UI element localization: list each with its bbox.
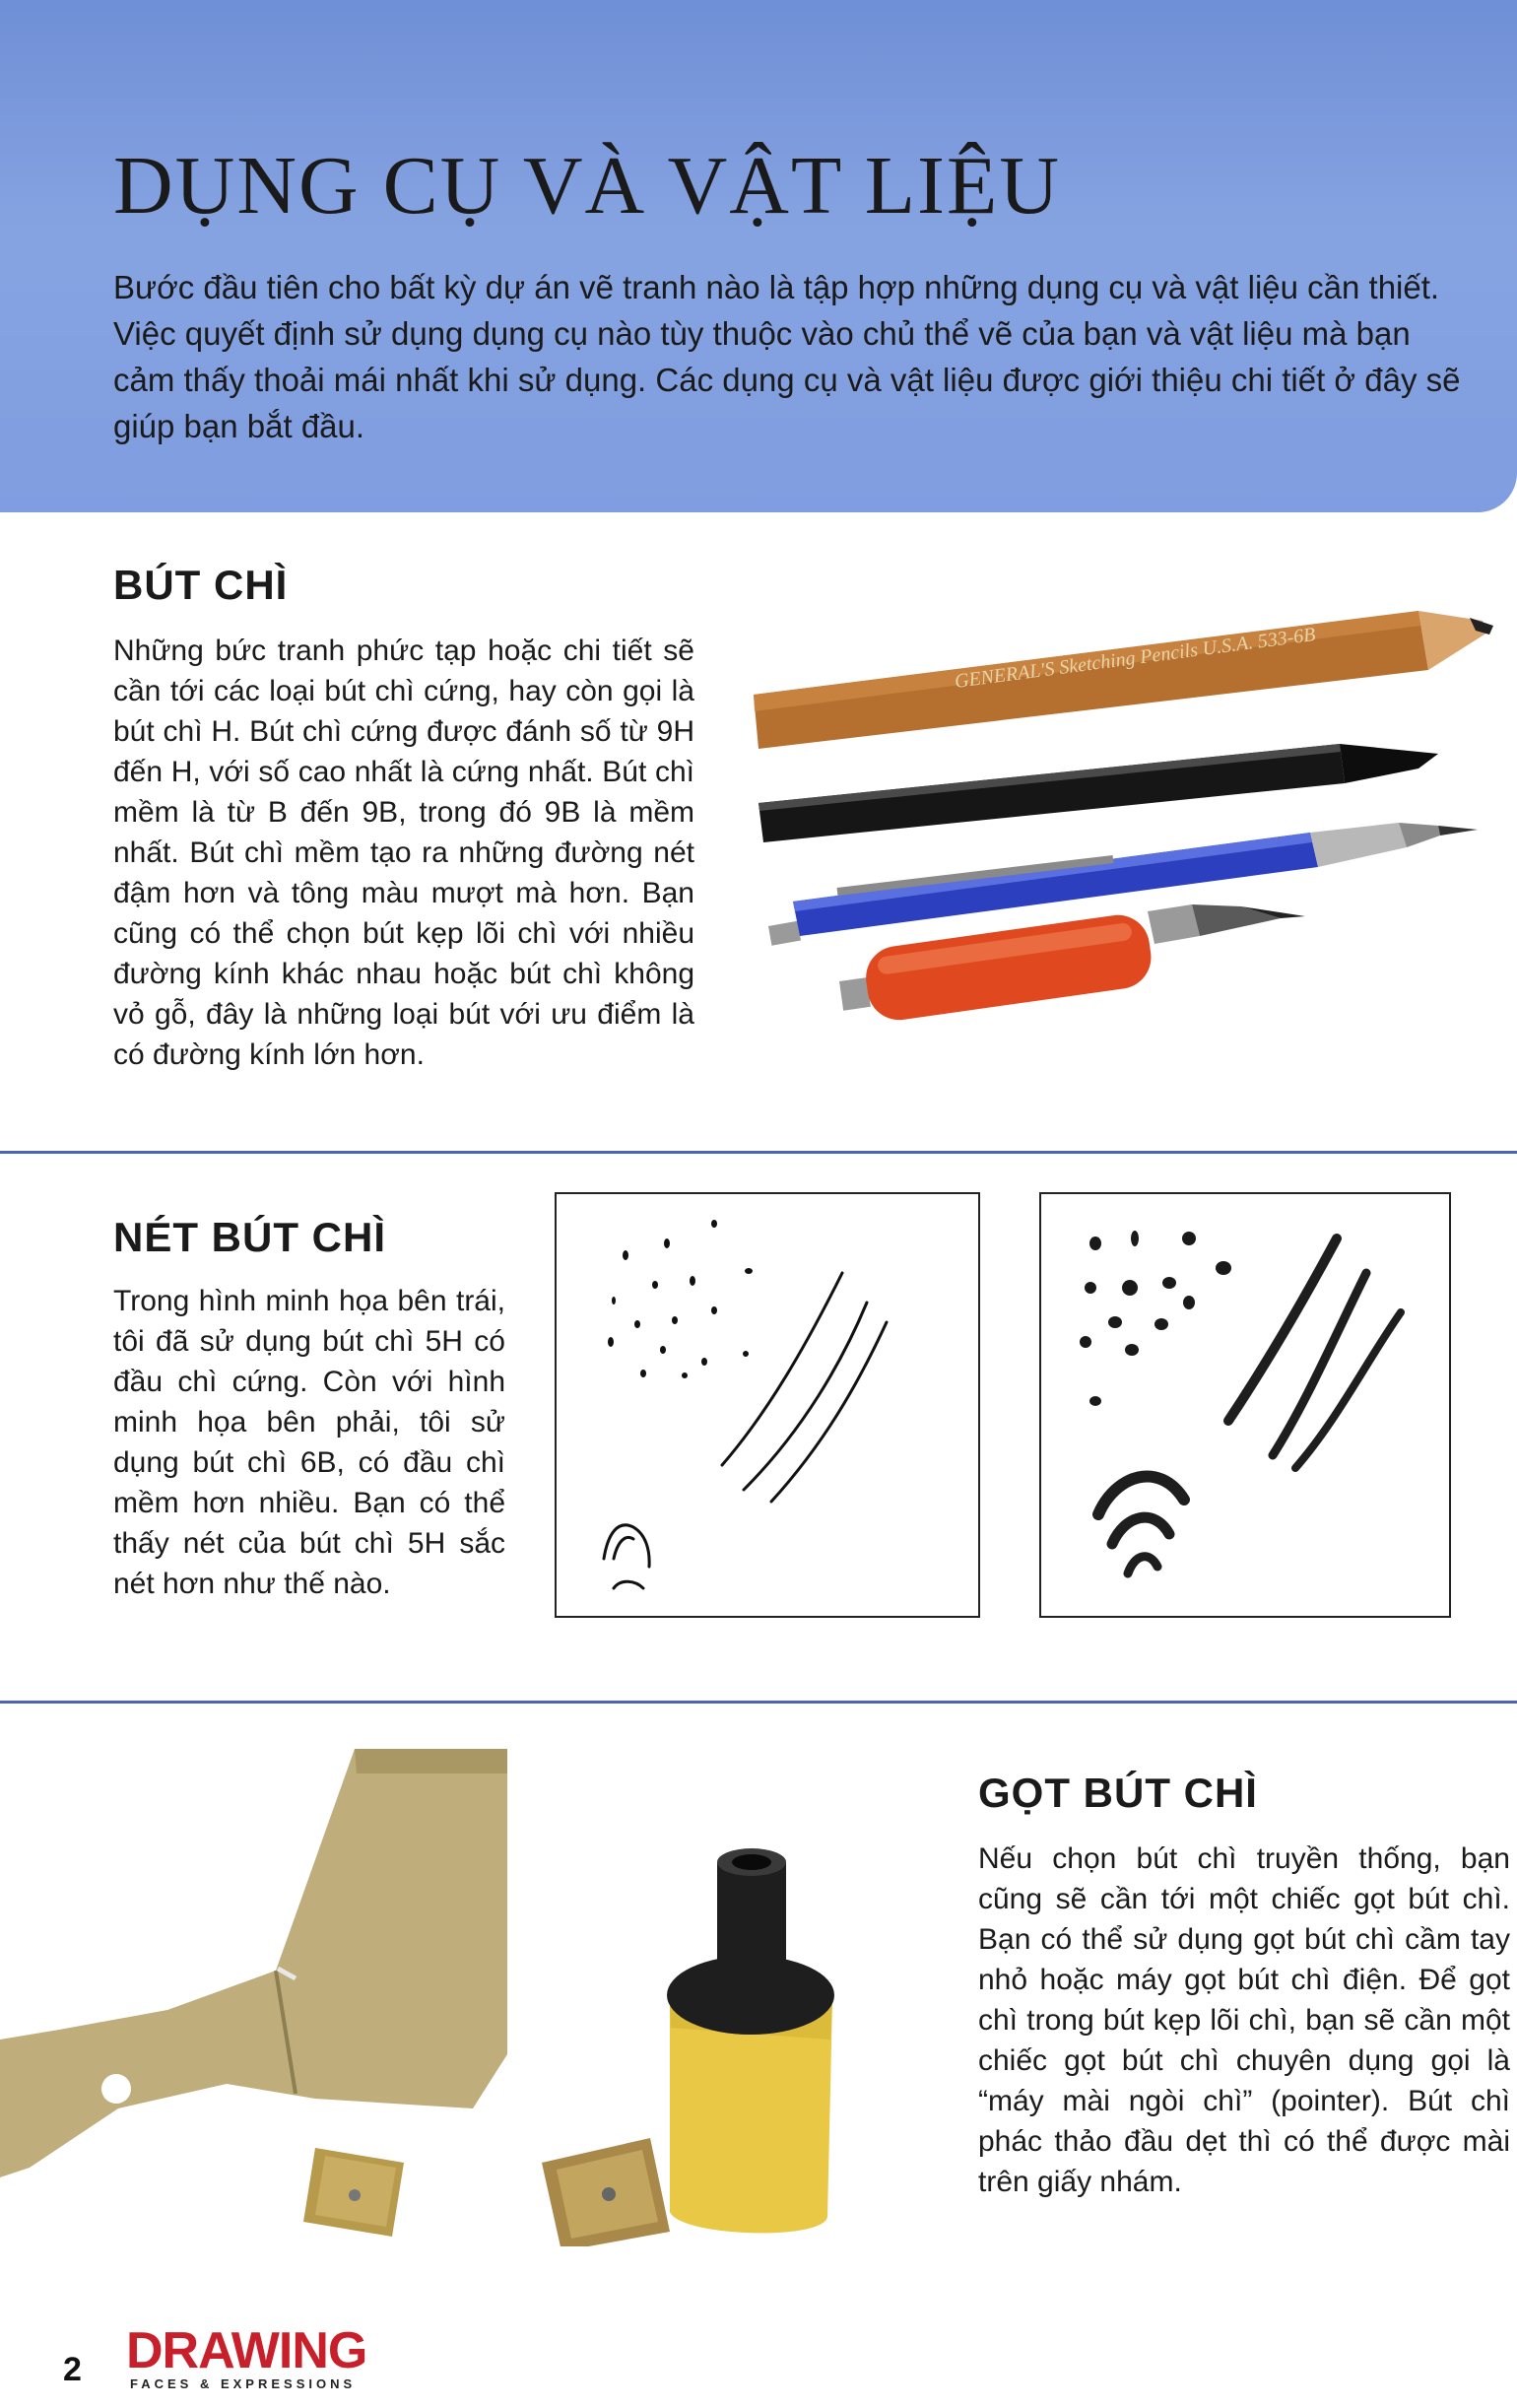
pencils-heading: BÚT CHÌ [113, 562, 289, 608]
stroke-sample-5h [555, 1192, 980, 1618]
wooden-pencil-image [754, 611, 1493, 749]
sharpening-tools-illustration [0, 1714, 906, 2246]
woodless-pencil-image [758, 744, 1438, 842]
pencil-imprint: GENERAL'S Sketching Pencils U.S.A. 533-6B [953, 623, 1317, 693]
pencils-text: Những bức tranh phức tạp hoặc chi tiết sẽ cần tới các loại bút chì cứng, hay còn gọi là bút chì H. Bút chì cứng được đánh số từ 9H đến H, với số cao nhất là cứng nhất. Bút chì mềm là từ B đến 9B, trong đó 9B là mềm nhất. Bút chì mềm tạo ra những đường nét đậm hơn và tông màu mượt mà hơn. Bạn cũng có thể chọn bút kẹp lõi chì với nhiều đường kính khác nhau hoặc bút chì không vỏ gỗ, đây là những loại bút với ưu điểm là có đường kính lớn hơn. [113, 635, 694, 1071]
logo-subtitle: FACES & EXPRESSIONS [130, 2376, 357, 2391]
page-number: 2 [63, 2351, 82, 2388]
logo-word: DRAWING [126, 2322, 367, 2379]
strokes-text: Trong hình minh họa bên trái, tôi đã sử dụng bút chì 5H có đầu chì cứng. Còn với hình minh họa bên phải, tôi sử dụng bút chì 6B, có đầu chì mềm hơn nhiều. Bạn có thể thấy nét của bút chì 5H sắc nét hơn như thế nào. [113, 1285, 505, 1600]
metal-sharpener-small-image [303, 2148, 404, 2237]
page-title: DỤNG CỤ VÀ VẬT LIỆU [113, 140, 1061, 232]
sharpening-text: Nếu chọn bút chì truyền thống, bạn cũng sẽ cần tới một chiếc gọt bút chì. Bạn có thể sử dụng gọt bút chì cầm tay nhỏ hoặc máy gọt bút chì điện. Để gọt chì trong bút kẹp lõi chì, bạn sẽ cần một chiếc gọt bút chì chuyên dụng gọi là “máy mài ngòi chì” (pointer). Bút chì phác thảo đầu dẹt thì có thể được mài trên giấy nhám. [978, 1842, 1510, 2198]
section-divider-top [0, 1151, 1517, 1154]
pencils-illustration [729, 571, 1507, 1044]
metal-sharpener-large-image [542, 2138, 670, 2246]
strokes-heading: NÉT BÚT CHÌ [113, 1214, 386, 1260]
stroke-sample-6b [1039, 1192, 1451, 1618]
book-logo [126, 2322, 367, 2391]
intro-paragraph: Bước đầu tiên cho bất kỳ dự án vẽ tranh nào là tập hợp những dụng cụ và vật liệu cần thiết. Việc quyết định sử dụng dụng cụ nào tùy thuộc vào chủ thể vẽ của bạn và vật liệu mà bạn cảm thấy thoải mái nhất khi sử dụng. Các dụng cụ và vật liệu được giới thiệu chi tiết ở đây sẽ giúp bạn bắt đầu. [113, 269, 1461, 444]
sandpaper-block-image [0, 1749, 507, 2177]
sharpening-heading: GỌT BÚT CHÌ [978, 1770, 1258, 1816]
orange-lead-holder-image [839, 904, 1305, 1024]
barrel-sharpener-image [667, 1848, 834, 2233]
section-divider-bottom [0, 1701, 1517, 1704]
